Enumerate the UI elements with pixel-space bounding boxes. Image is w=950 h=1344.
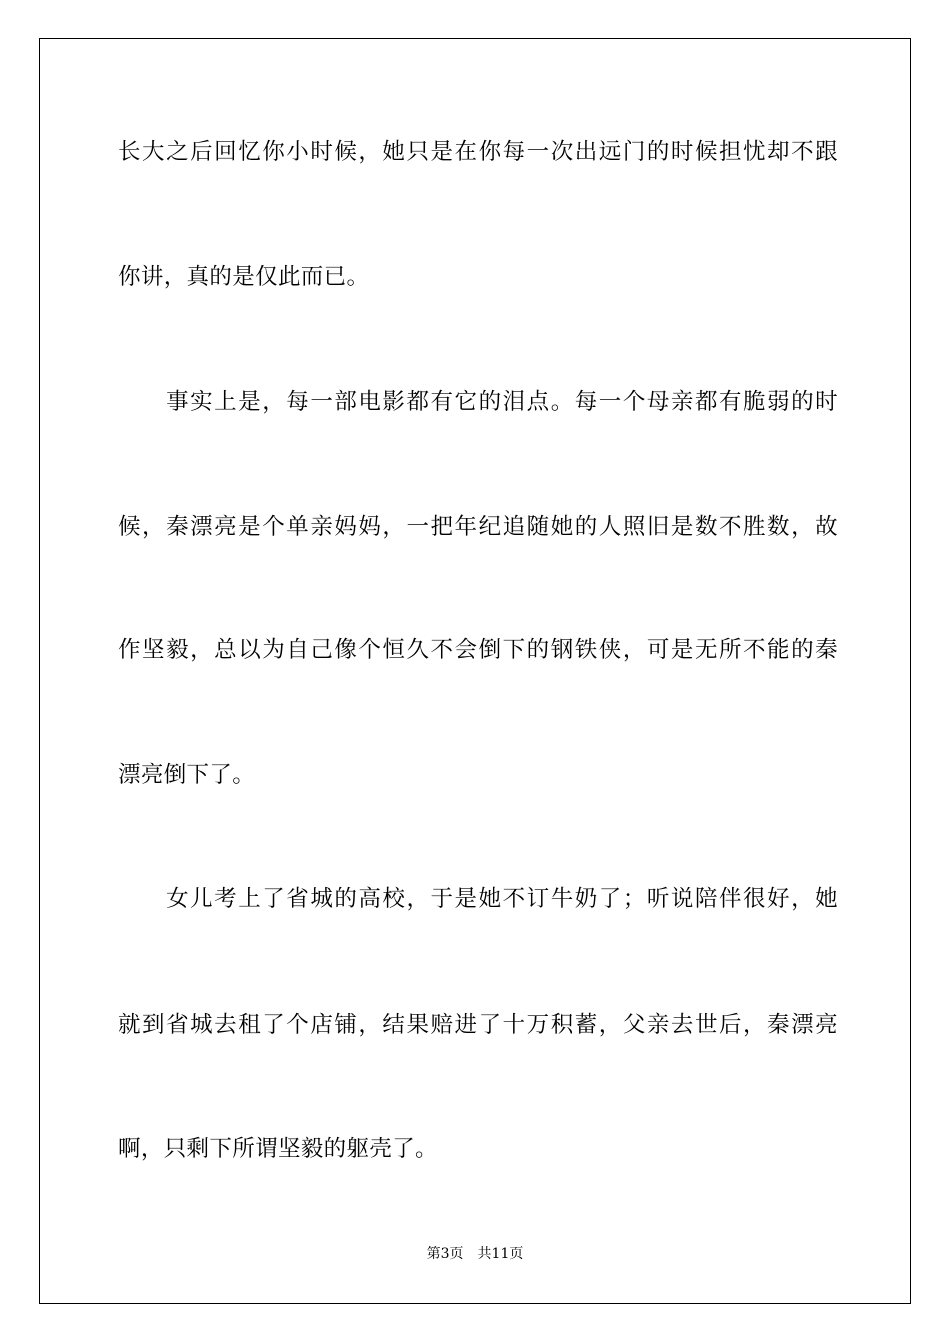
page-total: 共11页	[477, 1246, 524, 1262]
paragraph-line: 作坚毅，总以为自己像个恒久不会倒下的钢铁侠，可是无所不能的秦	[118, 637, 838, 663]
paragraph-line: 就到省城去租了个店铺，结果赔进了十万积蓄，父亲去世后，秦漂亮	[118, 1012, 838, 1038]
paragraph-line: 事实上是，每一部电影都有它的泪点。每一个母亲都有脆弱的时	[118, 389, 838, 415]
page-number: 第3页	[426, 1246, 464, 1262]
page-footer	[0, 1245, 950, 1263]
page-border	[39, 38, 911, 1304]
paragraph-line: 你讲，真的是仅此而已。	[118, 264, 370, 290]
paragraph-line: 候，秦漂亮是个单亲妈妈，一把年纪追随她的人照旧是数不胜数，故	[118, 514, 838, 540]
paragraph-line: 漂亮倒下了。	[118, 762, 256, 788]
paragraph-line: 长大之后回忆你小时候，她只是在你每一次出远门的时候担忧却不跟	[118, 139, 838, 165]
paragraph-line: 啊，只剩下所谓坚毅的躯壳了。	[118, 1136, 438, 1162]
paragraph-line: 女儿考上了省城的高校，于是她不订牛奶了；听说陪伴很好，她	[118, 886, 838, 912]
